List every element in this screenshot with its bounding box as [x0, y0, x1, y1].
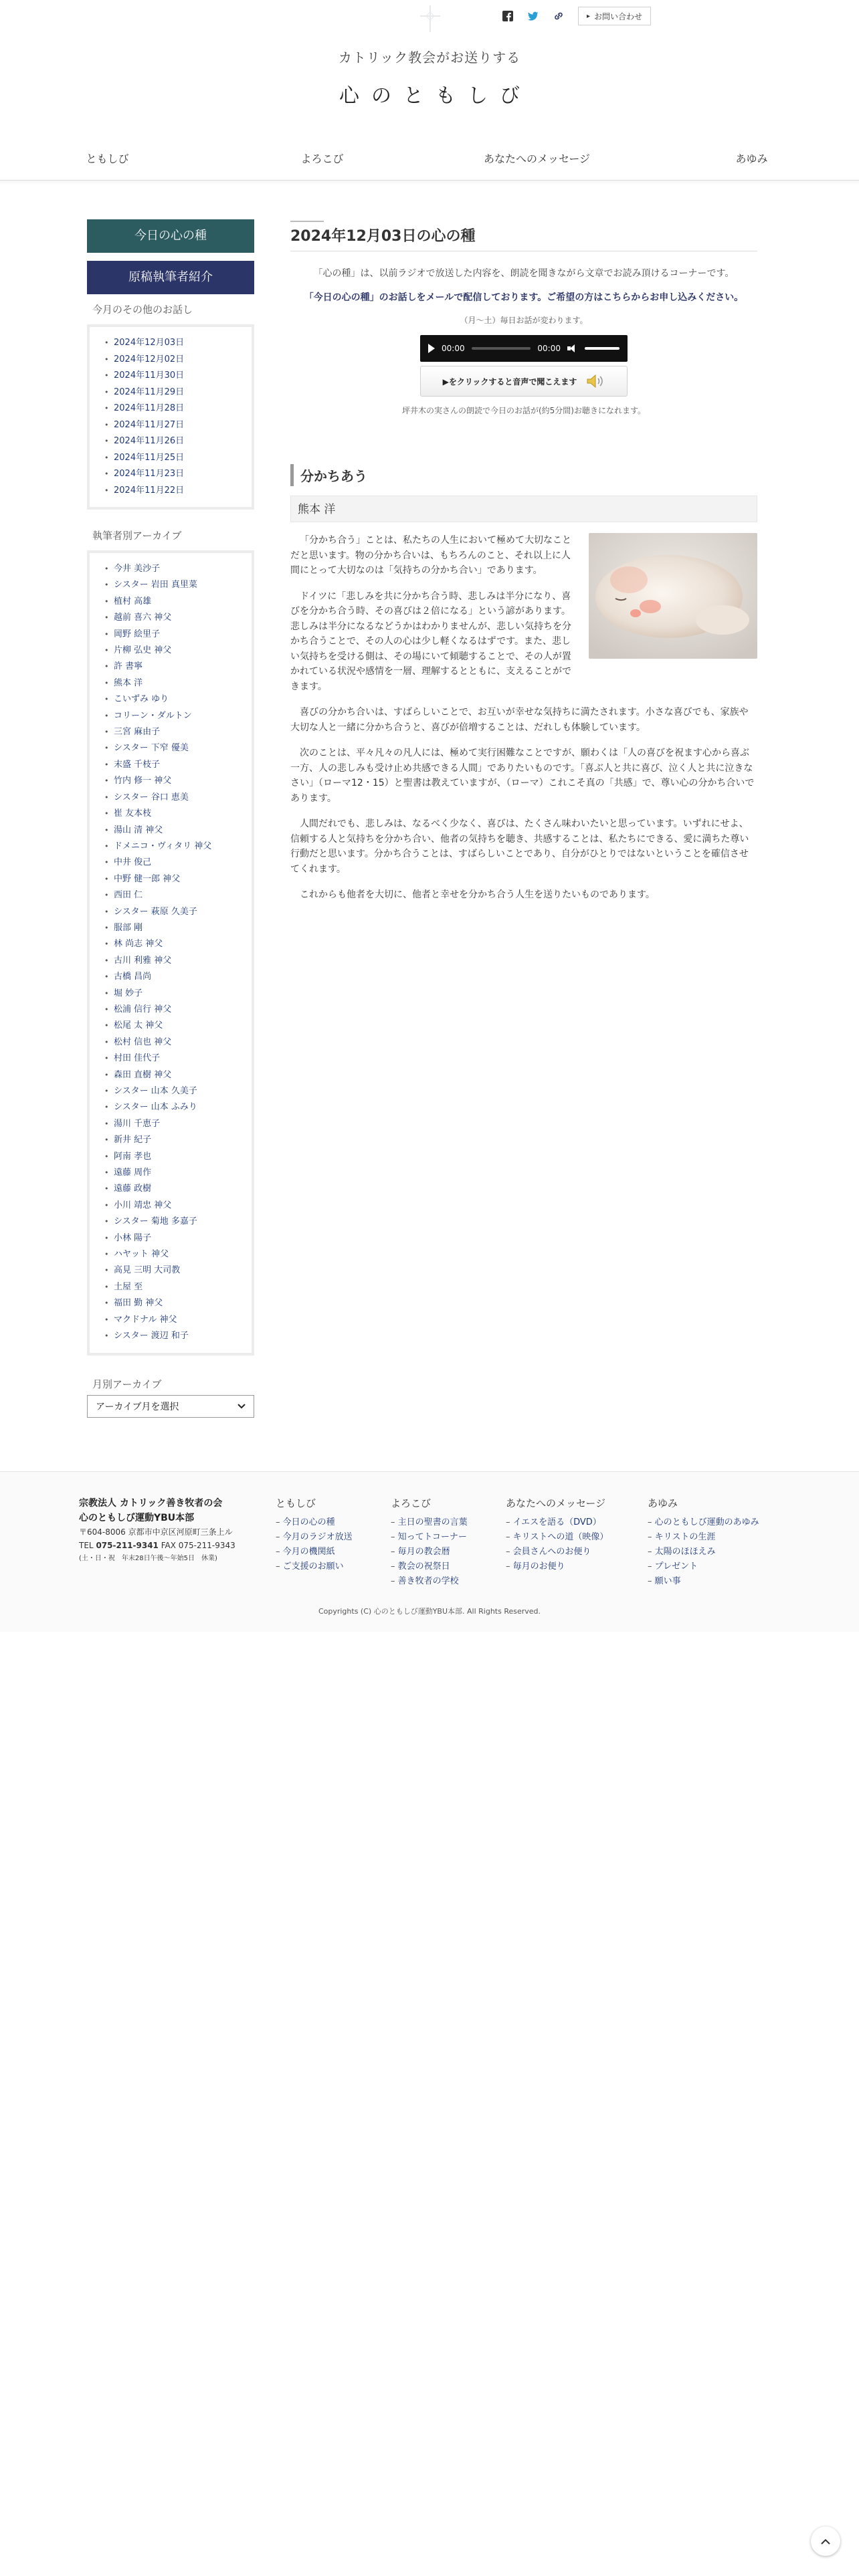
other-talks-heading: 今月のその他のお話し: [92, 304, 193, 316]
date-link[interactable]: • 2024年11月23日: [104, 466, 245, 483]
contact-button-label: お問い合わせ: [594, 11, 643, 21]
author-link[interactable]: • 土屋 至: [104, 1279, 245, 1295]
footer-link[interactable]: – 今月のラジオ放送: [276, 1530, 353, 1545]
footer-fax: FAX 075-211-9343: [161, 1541, 235, 1550]
site-subtitle: カトリック教会がお送りする: [338, 49, 521, 66]
author-link[interactable]: • 西田 仁: [104, 887, 245, 903]
footer-link[interactable]: – キリストの生涯: [648, 1530, 759, 1545]
author-link[interactable]: • 竹内 修一 神父: [104, 773, 245, 789]
author-link[interactable]: • 服部 剛: [104, 920, 245, 936]
date-list: [87, 324, 254, 510]
article-author: 熊本 洋: [290, 496, 757, 522]
contact-button[interactable]: [578, 7, 651, 25]
author-link[interactable]: • 末盛 千枝子: [104, 757, 245, 773]
article-paragraph: ドイツに「悲しみを共に分かち合う時、悲しみは半分になり、喜びを分かち合う時、その喜びは２倍になる」という諺があります。悲しみは半分になるなどうかはわかりませんが、悲しい気持ちを分かち合うことで、その人の心は少し軽くなるはずです。また、悲しい気持ちを受ける側は、その場にいて傾聴することで、その人が置かれている状況や感情を一層、理解するとともに、支えることができます。: [290, 591, 571, 692]
author-link[interactable]: • 堀 妙子: [104, 986, 245, 1002]
date-link[interactable]: • 2024年11月25日: [104, 450, 245, 467]
title-accent: [290, 221, 324, 222]
audio-total-time: 00:00: [537, 344, 561, 353]
nav-item-tomoshibi[interactable]: ともしび: [86, 152, 129, 165]
audio-caption: 坪井木の実さんの朗読で今日のお話が(約5分間)お聴きになれます。: [401, 406, 646, 415]
article-paragraph: 「分かち合う」ことは、私たちの人生において極めて大切なことだと思います。物の分かち合いは、もちろんのこと、それ以上に人間にとって大切なのは「気持ちの分かち合い」であります。: [290, 535, 571, 576]
footer-col-yorokobi: [391, 1496, 468, 1589]
article-paragraph: これからも他者を大切に、他者と幸せを分かち合う人生を送りたいものであります。: [300, 889, 655, 900]
footer-link[interactable]: – プレゼント: [648, 1560, 759, 1574]
author-link[interactable]: • こいずみ ゆり: [104, 691, 245, 708]
author-list: [87, 550, 254, 1356]
audio-current-time: 00:00: [442, 344, 465, 353]
top-utility-bar: [502, 7, 651, 25]
author-link[interactable]: • 湯川 千恵子: [104, 1116, 245, 1132]
twitter-icon[interactable]: [527, 10, 539, 22]
author-link[interactable]: • 中井 俊己: [104, 855, 245, 871]
month-archive-select[interactable]: [87, 1395, 254, 1418]
footer-organization: [79, 1496, 253, 1566]
author-link[interactable]: • 林 尚志 神父: [104, 936, 245, 952]
author-link[interactable]: • 中野 健一郎 神父: [104, 871, 245, 887]
footer-col-heading: あゆみ: [648, 1497, 678, 1509]
footer-col-message: [506, 1496, 608, 1574]
author-link[interactable]: • シスター 菊地 多嘉子: [104, 1214, 245, 1230]
intro-text: 「心の種」は、以前ラジオで放送した内容を、朗読を聞きながら文章でお読み頂けるコーナーです。: [313, 268, 735, 279]
chevron-right-icon: ▸: [587, 12, 591, 20]
author-link[interactable]: • 古橋 昌尚: [104, 969, 245, 985]
footer-link[interactable]: – 毎月のお便り: [506, 1560, 608, 1574]
sleeping-hamster-photo: [589, 533, 757, 659]
footer-link[interactable]: – 会員さんへのお便り: [506, 1545, 608, 1560]
author-link[interactable]: • ハヤット 神父: [104, 1247, 245, 1263]
author-link[interactable]: • 今井 美沙子: [104, 561, 245, 577]
date-link[interactable]: • 2024年11月27日: [104, 417, 245, 434]
footer-link[interactable]: – 知ってトコーナー: [391, 1530, 468, 1545]
footer-link-list: [391, 1515, 468, 1589]
footer-col-heading: あなたへのメッセージ: [506, 1497, 606, 1509]
author-link[interactable]: • 遠藤 周作: [104, 1165, 245, 1181]
copyright: Copyrights (C) 心のともしび運動YBU本部. All Rights Reserved.: [318, 1607, 541, 1616]
author-archive-heading: 執筆者別アーカイブ: [92, 530, 182, 542]
author-link[interactable]: • 福田 勤 神父: [104, 1295, 245, 1311]
today-seed-button[interactable]: 今日の心の種: [87, 219, 254, 253]
footer-link-list: [506, 1515, 608, 1574]
author-link[interactable]: • 熊本 洋: [104, 675, 245, 691]
author-link[interactable]: • 新井 紀子: [104, 1132, 245, 1148]
footer-col-heading: ともしび: [276, 1497, 316, 1509]
article-title: 分かちあう: [290, 464, 757, 486]
audio-seek-bar[interactable]: [472, 347, 531, 350]
global-nav: [0, 147, 859, 181]
author-link[interactable]: • 高見 三明 大司教: [104, 1263, 245, 1279]
nav-item-message[interactable]: あなたへのメッセージ: [483, 152, 591, 165]
footer-link[interactable]: – 心のともしび運動のあゆみ: [648, 1515, 759, 1530]
footer-col-ayumi: [648, 1496, 759, 1589]
author-link[interactable]: • 越前 喜六 神父: [104, 610, 245, 626]
volume-slider[interactable]: [585, 347, 619, 350]
footer-link[interactable]: – キリストへの道（映像）: [506, 1530, 608, 1545]
author-link[interactable]: • 阿南 孝也: [104, 1149, 245, 1165]
site-footer: [0, 1471, 859, 1632]
footer-link[interactable]: – 願い事: [648, 1574, 759, 1589]
footer-org-name: 宗教法人 カトリック善き牧者の会: [79, 1498, 223, 1509]
date-link[interactable]: • 2024年11月29日: [104, 385, 245, 401]
author-link[interactable]: • コリーン・ダルトン: [104, 708, 245, 724]
monthly-archive-heading: 月別アーカイブ: [92, 1378, 162, 1390]
author-link[interactable]: • 松尾 太 神父: [104, 1018, 245, 1034]
author-link[interactable]: • シスター 岩田 真里菜: [104, 577, 245, 593]
author-link[interactable]: • 遠藤 政樹: [104, 1181, 245, 1197]
author-link[interactable]: • 許 書寧: [104, 659, 245, 675]
author-link[interactable]: • マクドナル 神父: [104, 1312, 245, 1328]
footer-link[interactable]: – 主日の聖書の言葉: [391, 1515, 468, 1530]
footer-phone: [79, 1539, 253, 1552]
date-link[interactable]: • 2024年11月30日: [104, 368, 245, 385]
author-link[interactable]: • ドメニコ・ヴィタリ 神父: [104, 839, 245, 855]
footer-tel-number[interactable]: 075-211-9341: [96, 1541, 159, 1550]
footer-tel-label: TEL: [79, 1541, 94, 1550]
date-link[interactable]: • 2024年12月02日: [104, 352, 245, 368]
article-paragraph: 人間だれでも、悲しみは、なるべく少なく、喜びは、たくさん味わいたいと思っています。いずれにせよ、信頼する人と気持ちを分かち合い、他者の気持ちを聴き、共感することは、私たちにできる、愛に満ちた尊い行動だと思います。分かち合うことは、すばらしいことであり、自分がひとりではないということを確信させてくれます。: [290, 819, 749, 875]
nav-divider: [0, 181, 859, 185]
author-link[interactable]: • 松村 信也 神父: [104, 1035, 245, 1051]
footer-link[interactable]: – イエスを語る（DVD）: [506, 1515, 608, 1530]
author-link[interactable]: • シスター 谷口 恵美: [104, 790, 245, 806]
date-link[interactable]: • 2024年12月03日: [104, 335, 245, 352]
author-link[interactable]: • 植村 高雄: [104, 594, 245, 610]
volume-icon[interactable]: [567, 344, 578, 353]
author-link[interactable]: • 小林 陽子: [104, 1230, 245, 1247]
chevron-down-icon: [237, 1404, 246, 1409]
footer-col-tomoshibi: [276, 1496, 353, 1574]
author-link[interactable]: • 湯山 清 神父: [104, 823, 245, 839]
author-link[interactable]: • シスター 萩原 久美子: [104, 904, 245, 920]
listen-audio-label: ▶をクリックすると音声で聞こえます: [442, 377, 577, 387]
date-link[interactable]: • 2024年11月22日: [104, 483, 245, 500]
sidebar: [87, 219, 254, 1418]
footer-link[interactable]: – ご支援のお願い: [276, 1560, 353, 1574]
footer-link-list: [276, 1515, 353, 1574]
nav-item-ayumi[interactable]: あゆみ: [735, 152, 768, 165]
month-archive-select-value: アーカイブ月を選択: [96, 1401, 179, 1412]
speaker-icon: [586, 374, 605, 389]
author-link[interactable]: • 古川 利雅 神父: [104, 953, 245, 969]
daily-note: （月〜土）毎日お話が変わります。: [460, 316, 588, 325]
footer-link[interactable]: – 今日の心の種: [276, 1515, 353, 1530]
footer-link[interactable]: – 太陽のほほえみ: [648, 1545, 759, 1560]
audio-player: [420, 335, 628, 362]
mail-subscribe-link[interactable]: 「今日の心の種」のお話しをメールで配信しております。ご希望の方はこちらからお申し込みください。: [304, 292, 744, 303]
author-link[interactable]: • 松浦 信行 神父: [104, 1002, 245, 1018]
listen-audio-button[interactable]: [420, 366, 628, 397]
footer-address: 〒604-8006 京都市中京区河原町三条上ル: [79, 1527, 233, 1537]
link-icon[interactable]: [553, 10, 565, 22]
author-link[interactable]: • 岡野 絵里子: [104, 627, 245, 643]
authors-intro-button[interactable]: 原稿執筆者紹介: [87, 261, 254, 294]
nav-item-yorokobi[interactable]: よろこび: [300, 152, 344, 165]
date-link[interactable]: • 2024年11月26日: [104, 433, 245, 450]
footer-link[interactable]: – 今月の機関紙: [276, 1545, 353, 1560]
footer-link[interactable]: – 善き牧者の学校: [391, 1574, 468, 1589]
play-icon[interactable]: [428, 344, 435, 353]
article-paragraph: 喜びの分かち合いは、すばらしいことで、お互いが幸せな気持ちに満たされます。小さな喜びでも、家族や大切な人と一緒に分かち合うと、喜びが倍増することは、だれしも体験しています。: [290, 707, 749, 733]
author-link[interactable]: • 村田 佳代子: [104, 1051, 245, 1067]
author-link[interactable]: • 崔 友本枝: [104, 806, 245, 822]
author-link[interactable]: • 三宮 麻由子: [104, 724, 245, 740]
author-link[interactable]: • シスター 山本 ふみり: [104, 1099, 245, 1115]
author-link[interactable]: • 片柳 弘史 神父: [104, 643, 245, 659]
footer-col-heading: よろこび: [391, 1497, 432, 1509]
author-link[interactable]: • シスター 山本 久美子: [104, 1083, 245, 1099]
author-link[interactable]: • 森田 直樹 神父: [104, 1067, 245, 1083]
main-content: [290, 221, 757, 914]
back-to-top-button[interactable]: [811, 2527, 840, 2556]
footer-link-list: [648, 1515, 759, 1589]
article-body: [290, 533, 757, 903]
date-link[interactable]: • 2024年11月28日: [104, 401, 245, 417]
footer-link[interactable]: – 毎月の教会暦: [391, 1545, 468, 1560]
article-paragraph: 次のことは、平々凡々の凡人には、極めて実行困難なことですが、願わくは「人の喜びを祝ます心から喜ぶ一方、人の悲しみも受け止め共感できる人間」でありたいものです。「喜ぶ人と共に喜び、泣く人と共に泣きなさい」（ローマ12・15）と聖書は教えていますが、（ローマ）これこそ真の「共感」で、尊い心の分かち合いであります。: [290, 748, 755, 804]
chevron-up-icon: [821, 2539, 830, 2545]
site-title[interactable]: 心のともしび: [339, 84, 532, 108]
author-link[interactable]: • 小川 靖忠 神父: [104, 1198, 245, 1214]
footer-org-name-2: 心のともしび運動YBU本部: [79, 1513, 195, 1523]
page-title: 2024年12月03日の心の種: [290, 225, 757, 251]
footer-link[interactable]: – 教会の祝祭日: [391, 1560, 468, 1574]
footer-hours: (土・日・祝 年末28日午後〜年始5日 休業): [79, 1555, 217, 1562]
facebook-icon[interactable]: [502, 10, 514, 22]
cross-decoration-icon: [420, 5, 440, 32]
author-link[interactable]: • シスター 下窄 優美: [104, 740, 245, 756]
author-link[interactable]: • シスター 渡辺 和子: [104, 1328, 245, 1344]
